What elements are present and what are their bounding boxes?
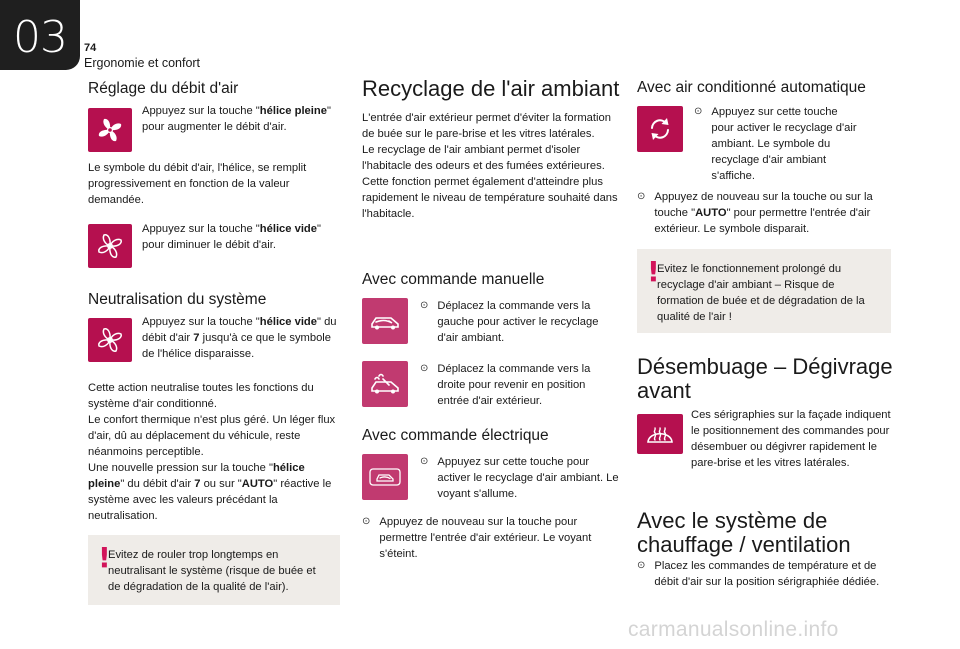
bullet-arrow-icon: ⊙ xyxy=(694,106,703,117)
manual-bullet-2: ⊙ Déplacez la commande vers la droite pour revenir en position entrée d'air extérieur. xyxy=(420,363,591,407)
bullet-arrow-icon: ⊙ xyxy=(420,456,429,467)
auto-bullet-2: ⊙ Appuyez de nouveau sur la touche ou sur la touche "AUTO" pour permettre l'entrée d'air extérieur. Le symbole disparait. xyxy=(637,191,873,235)
reglage-symbol-text: Le symbole du débit d'air, l'hélice, se remplit progressivement en fonction de la valeur demandée. xyxy=(88,162,307,206)
windshield-defrost-icon xyxy=(637,414,683,454)
auto-heading: Avec air conditionné automatique xyxy=(637,79,866,96)
bullet-arrow-icon: ⊙ xyxy=(637,560,646,571)
manual-bullet-1: ⊙ Déplacez la commande vers la gauche pour activer le recyclage d'air ambiant. xyxy=(420,300,599,344)
bullet-arrow-icon: ⊙ xyxy=(420,363,429,374)
reglage-decrease-text: Appuyez sur la touche "hélice vide" pour diminuer le débit d'air. xyxy=(142,223,321,251)
fan-empty-icon xyxy=(88,224,132,268)
warning-box-2 xyxy=(637,249,891,333)
electric-bullet-2: ⊙ Appuyez de nouveau sur la touche pour permettre l'entrée d'air extérieur. Le voyant s'éteint. xyxy=(362,516,592,560)
outside-air-lever-icon xyxy=(362,361,408,407)
electric-heading: Avec commande électrique xyxy=(362,427,549,444)
heating-title: Avec le système de chauffage / ventilation xyxy=(637,508,851,557)
page-number: 74 xyxy=(84,42,97,54)
auto-bullet-1: ⊙ Appuyez sur cette touche pour activer le recyclage d'air ambiant. Le symbole du recyclage d'air ambiant s'affiche. xyxy=(694,106,857,182)
warning-text-1: Evitez de rouler trop longtemps en neutralisant le système (risque de buée et de dégradation de la qualité de l'air). xyxy=(108,549,316,593)
neutral-step-text: Appuyez sur la touche "hélice vide" du débit d'air 7 jusqu'à ce que le symbole de l'hélice disparaisse. xyxy=(142,316,337,360)
electric-bullet-1: ⊙ Appuyez sur cette touche pour activer le recyclage d'air ambiant. Le voyant s'allume. xyxy=(420,456,619,500)
fan-full-icon xyxy=(88,108,132,152)
neutral-description: Cette action neutralise toutes les fonctions du système d'air conditionné. Le confort thermique n'est plus géré. Un léger flux d'air, dû au déplacement du véhicule, reste néanmoins perceptible. Une nouvelle pression sur la touche "hélice pleine" du débit d'air 7 ou sur "AUTO" réactive le système avec les valeurs précédant la neutralisation. xyxy=(88,382,336,522)
warning-icon: ! xyxy=(647,255,660,288)
heating-bullet-1: ⊙ Placez les commandes de température et de débit d'air sur la position sérigraphiée dédiée. xyxy=(637,560,880,588)
reglage-heading: Réglage du débit d'air xyxy=(88,80,239,97)
recyclage-title: Recyclage de l'air ambiant xyxy=(362,76,620,101)
bullet-arrow-icon: ⊙ xyxy=(420,300,429,311)
recirculation-lever-icon xyxy=(362,298,408,344)
reglage-increase-text: Appuyez sur la touche "hélice pleine" pour augmenter le débit d'air. xyxy=(142,105,331,133)
manual-heading: Avec commande manuelle xyxy=(362,271,545,288)
defog-title: Désembuage – Dégivrage avant xyxy=(637,354,893,403)
recirculation-button-icon xyxy=(362,454,408,500)
warning-icon: ! xyxy=(98,541,111,574)
warning-box-1 xyxy=(88,535,340,605)
watermark: carmanualsonline.info xyxy=(628,618,839,641)
recirculation-icon xyxy=(637,106,683,152)
bullet-arrow-icon: ⊙ xyxy=(362,516,371,527)
bullet-arrow-icon: ⊙ xyxy=(637,191,646,202)
fan-empty-icon-2 xyxy=(88,318,132,362)
neutral-heading: Neutralisation du système xyxy=(88,291,267,308)
recyclage-intro: L'entrée d'air extérieur permet d'éviter la formation de buée sur le pare-brise et les vitres latérales. Le recyclage de l'air ambiant permet d'isoler l'habitacle des odeurs et des fumées extérieures. Cette fonction permet également d'atteindre plus rapidement le niveau de température souhaité dans l'habitacle. xyxy=(362,112,618,220)
section-title: Ergonomie et confort xyxy=(84,56,201,70)
defog-text: Ces sérigraphies sur la façade indiquent le positionnement des commandes pour désembuer ou dégivrer rapidement le pare-brise et les vitres latérales. xyxy=(691,409,891,469)
warning-text-2: Evitez le fonctionnement prolongé du recyclage d'air ambiant – Risque de formation de buée et de dégradation de la qualité de l'air ! xyxy=(657,263,865,323)
chapter-number: 03 xyxy=(13,12,67,63)
